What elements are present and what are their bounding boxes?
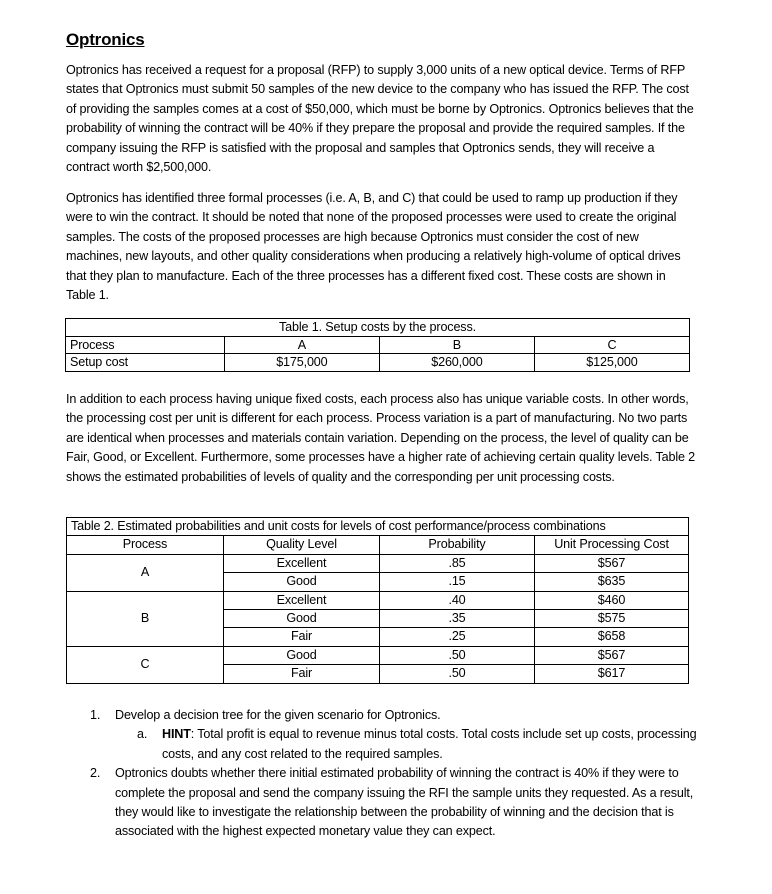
table2-header: Unit Processing Cost bbox=[535, 536, 689, 554]
hint-text: : Total profit is equal to revenue minus total costs. Total costs include set up costs, processing costs, and any cost related to the required samples. bbox=[162, 727, 697, 761]
table1-process: C bbox=[534, 336, 689, 354]
table2-quality: Fair bbox=[224, 665, 380, 683]
sub-question-letter: a. bbox=[137, 727, 148, 742]
table-row bbox=[66, 354, 690, 372]
table2-probability: .40 bbox=[380, 591, 535, 609]
table1-setup-cost: $175,000 bbox=[224, 354, 379, 372]
table1-setup-cost: $125,000 bbox=[534, 354, 689, 372]
table2-process: B bbox=[67, 591, 224, 646]
table1-setup-cost: $260,000 bbox=[379, 354, 534, 372]
table2-header: Process bbox=[67, 536, 224, 554]
question-number: 1. bbox=[90, 708, 101, 722]
table2-cost: $635 bbox=[535, 573, 689, 591]
table-probabilities-costs bbox=[66, 517, 689, 684]
table-row bbox=[67, 591, 689, 609]
question-text: Optronics doubts whether there initial estimated probability of winning the contract is 40% if they were to complete the proposal and send the company issuing the RFI the sample units they requested. As a result, they would like to investigate the relationship between the probability of winning and the decision that is associated with the highest expected monetary value they can expect. bbox=[115, 766, 694, 839]
table2-quality: Excellent bbox=[224, 591, 380, 609]
table-header-row bbox=[67, 536, 689, 554]
table2-quality: Good bbox=[224, 610, 380, 628]
question-number: 2. bbox=[90, 766, 101, 781]
table1-row-label: Setup cost bbox=[66, 354, 225, 372]
table2-probability: .85 bbox=[380, 554, 535, 572]
table2-cost: $567 bbox=[535, 554, 689, 572]
table2-process: C bbox=[67, 646, 224, 683]
questions-list bbox=[90, 706, 700, 842]
table2-quality: Good bbox=[224, 573, 380, 591]
table2-probability: .50 bbox=[380, 665, 535, 683]
table1-process: B bbox=[379, 336, 534, 354]
table2-quality: Excellent bbox=[224, 554, 380, 572]
table2-process: A bbox=[67, 554, 224, 591]
table1-row-label: Process bbox=[66, 336, 225, 354]
paragraph-processes: Optronics has identified three formal processes (i.e. A, B, and C) that could be used to ramp up production if they were to win the contract. It should be noted that none of the proposed processes were used to create the original samples. The costs of the proposed processes are high because Optronics must consider the cost of new machines, new layouts, and other quality considerations when producing a relatively high-volume of optical drives that they plan to manufacture. Each of the three processes has a different fixed cost. These costs are shown in Table 1. bbox=[66, 191, 681, 303]
table2-probability: .35 bbox=[380, 610, 535, 628]
table2-cost: $658 bbox=[535, 628, 689, 646]
paragraph-variable-costs: In addition to each process having unique fixed costs, each process also has unique variable costs. In other words, the processing cost per unit is different for each process. Process variation is a part of manufacturing. No two parts are identical when processes and materials contain variation. Depending on the process, the level of quality can be Fair, Good, or Excellent. Furthermore, some processes have a higher rate of achieving certain quality levels. Table 2 shows the estimated probabilities of levels of quality and the corresponding per unit processing costs. bbox=[66, 392, 696, 484]
table2-quality: Fair bbox=[224, 628, 380, 646]
question-text: Develop a decision tree for the given scenario for Optronics. bbox=[115, 708, 441, 722]
hint-label: HINT bbox=[162, 727, 191, 742]
table2-probability: .50 bbox=[380, 646, 535, 664]
page-title: Optronics bbox=[66, 30, 145, 49]
table-row bbox=[67, 646, 689, 664]
table2-cost: $460 bbox=[535, 591, 689, 609]
table2-header: Quality Level bbox=[224, 536, 380, 554]
table1-caption: Table 1. Setup costs by the process. bbox=[66, 319, 690, 337]
table2-caption: Table 2. Estimated probabilities and unit costs for levels of cost performance/process combinations bbox=[67, 518, 689, 536]
question-1 bbox=[90, 706, 700, 725]
table2-cost: $567 bbox=[535, 646, 689, 664]
table-setup-costs bbox=[65, 318, 690, 372]
paragraph-intro: Optronics has received a request for a proposal (RFP) to supply 3,000 units of a new optical device. Terms of RFP states that Optronics must submit 50 samples of the new device to the company who has issued the RFP. The cost of providing the samples comes at a cost of $50,000, which must be borne by Optronics. Optronics believes that the probability of winning the contract will be 40% if they prepare the proposal and provide the required samples. If the company issuing the RFP is satisfied with the proposal and samples that Optronics sends, they will receive a contract worth $2,500,000. bbox=[66, 63, 694, 175]
table2-header: Probability bbox=[380, 536, 535, 554]
table2-probability: .15 bbox=[380, 573, 535, 591]
question-1a bbox=[90, 725, 700, 764]
question-2 bbox=[90, 764, 700, 842]
table-row bbox=[66, 336, 690, 354]
table2-cost: $617 bbox=[535, 665, 689, 683]
table2-probability: .25 bbox=[380, 628, 535, 646]
table2-cost: $575 bbox=[535, 610, 689, 628]
table2-quality: Good bbox=[224, 646, 380, 664]
table1-process: A bbox=[224, 336, 379, 354]
table-row bbox=[67, 554, 689, 572]
